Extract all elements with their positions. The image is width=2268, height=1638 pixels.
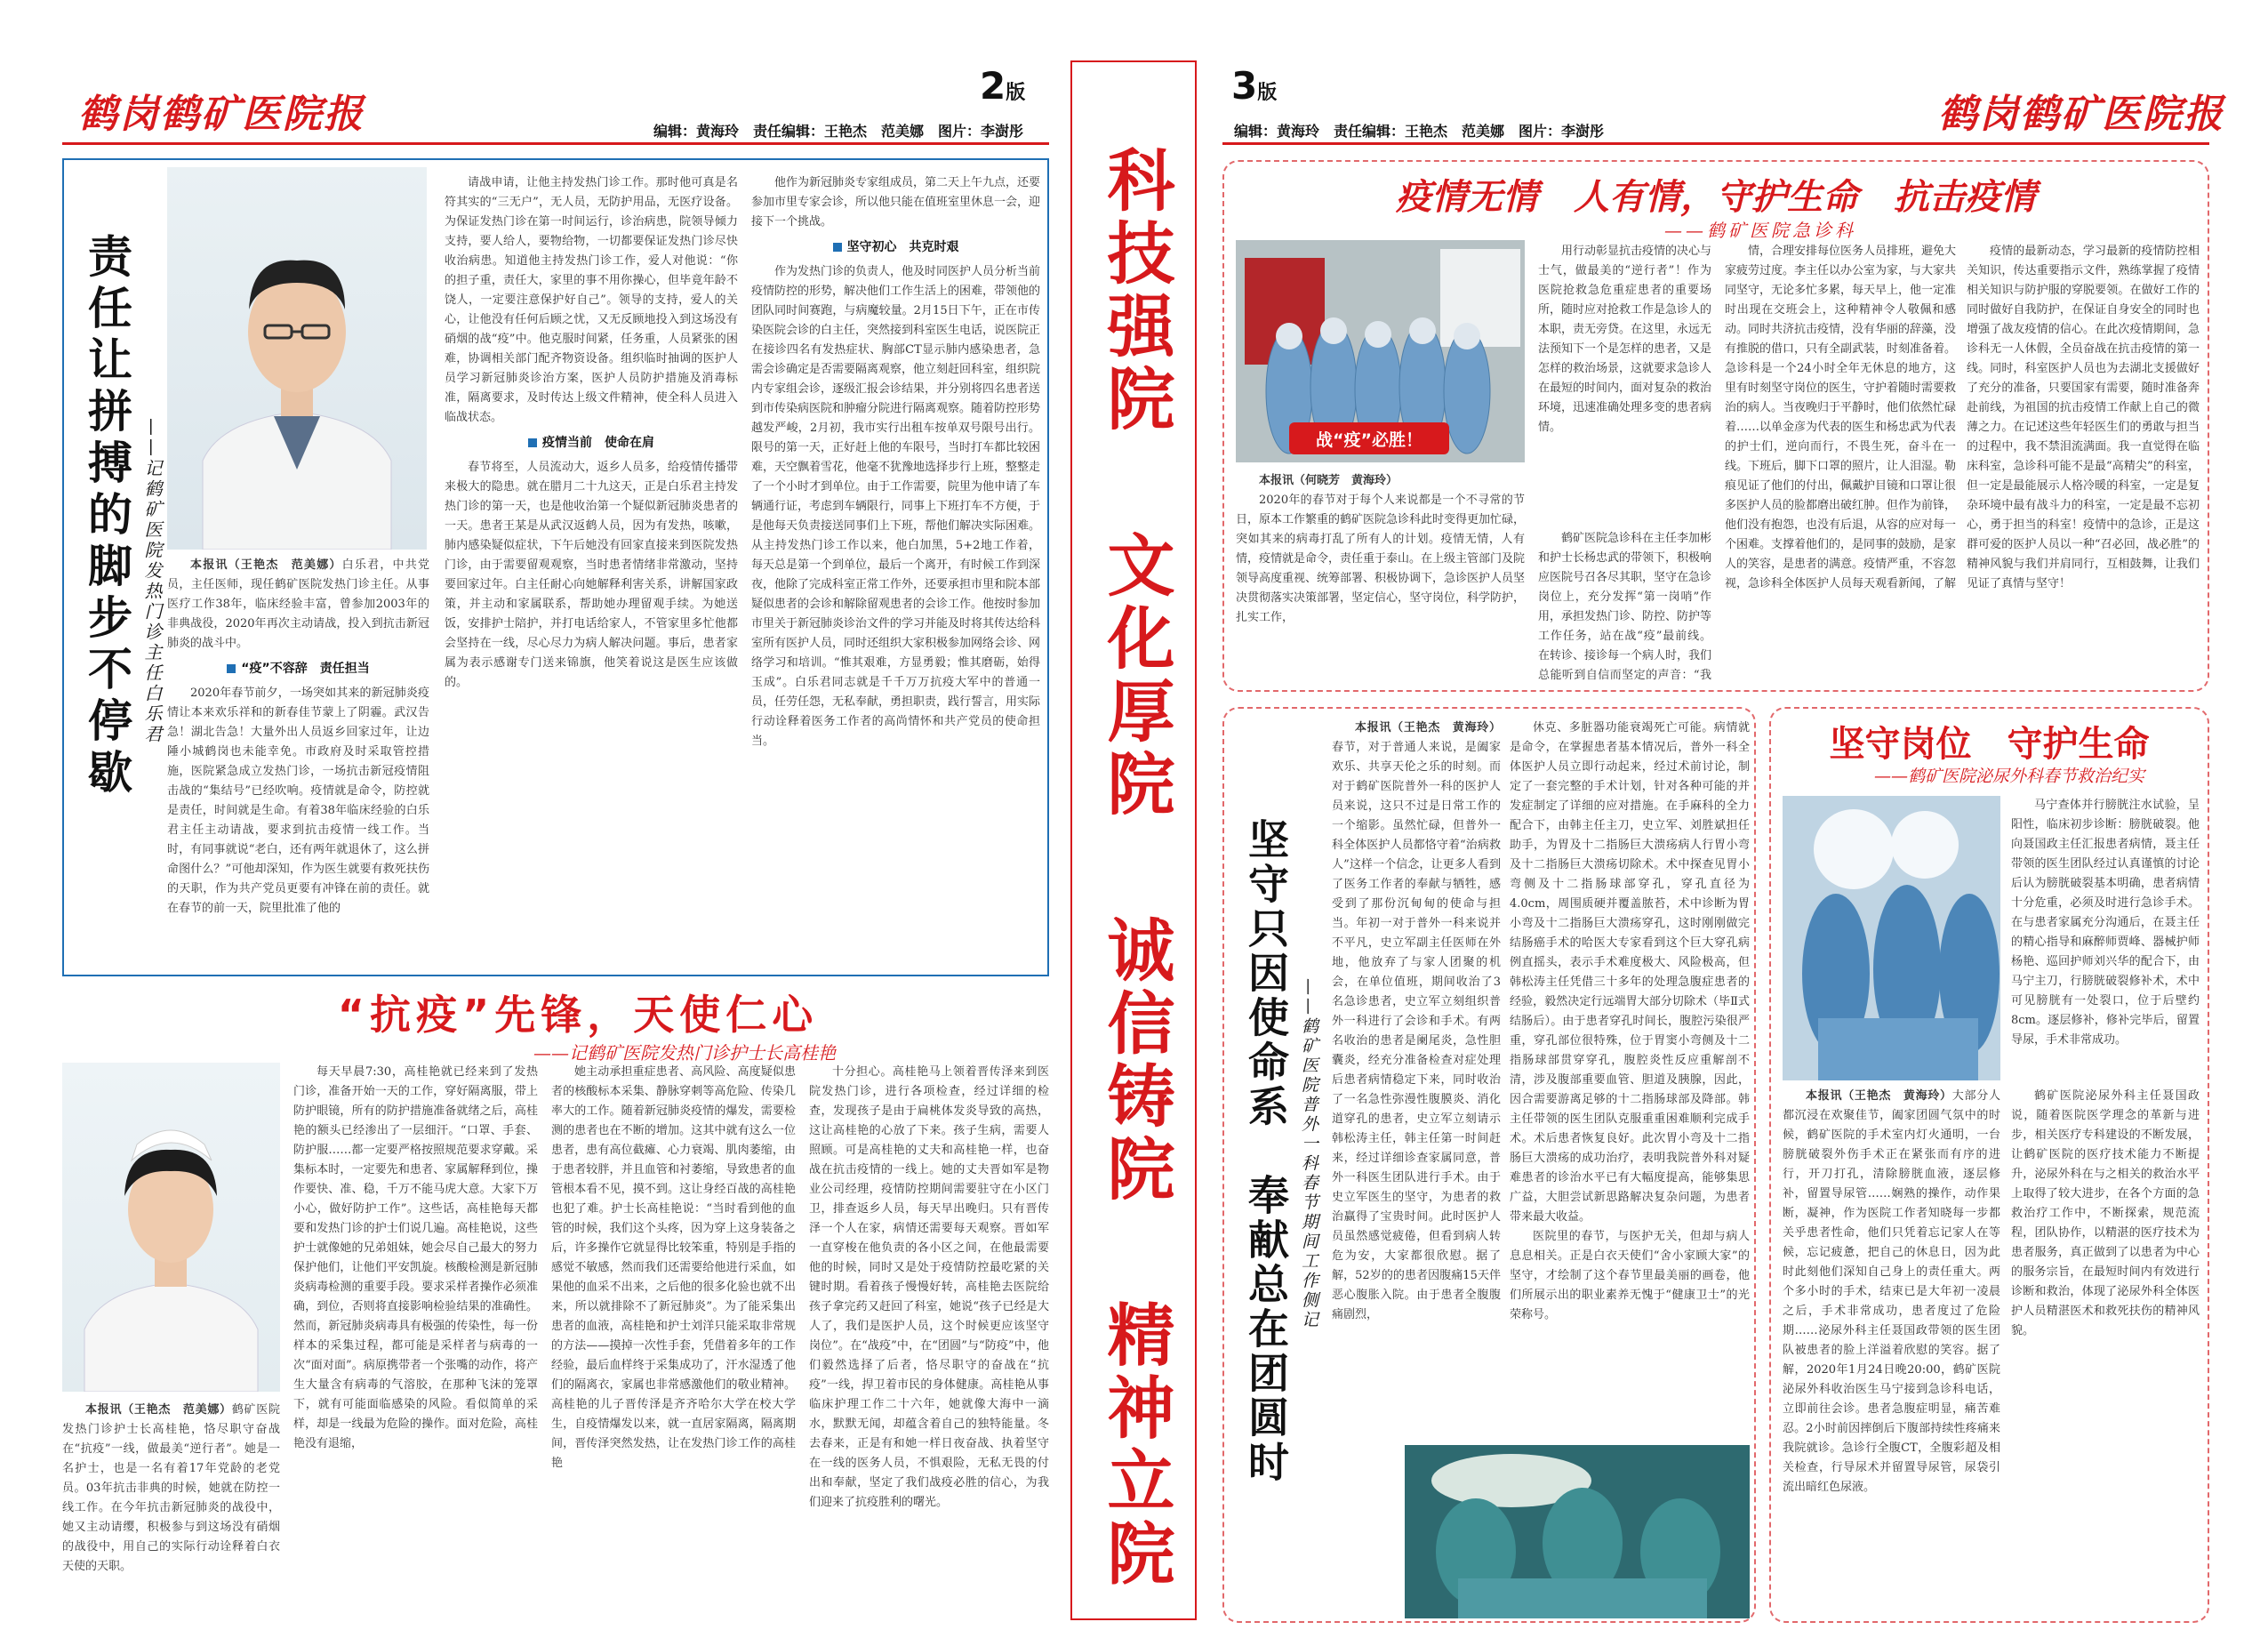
left-article1-col3 [751, 173, 1040, 974]
left-article1-subtitle: ——记鹤矿医院发热门诊主任白乐君 [141, 418, 163, 745]
right-article3-col3-text: 鹤矿医院泌尿外科主任聂国政说，随着医院医学理念的革新与进步，相关医疗专科建设的不断发展，让鹤矿医院的医疗技术能力不断提升，泌尿外科在与之相关的救治水平上取得了较大进步，在各个方面的急救治疗工作中，不断探索，规范流程，团队协作，以精湛的医疗技术为患者服务，真正做到了以患者为中心的服务宗旨，在最短时间内有效进行诊断和救治，体现了泌尿外科全体医护人员精湛医术和救死扶伤的精神风貌。 [2011, 1089, 2200, 1337]
left-article1-col2b-text: 春节将至，人员流动大，返乡人员多，给疫情传播带来极大的隐患。就在腊月二十九这天，正是白乐君主持发热门诊的第一天，也是他收治第一个疑似新冠肺炎患者的一天。患者王某是从武汉返鹤人员，因为有发热，咳嗽，肺内感染疑似症状，下午后她没有回家直接来到医院发热门诊，由于需要留观观察，当时患者情绪非常激动，坚持要回家过年。白主任耐心向她解释利害关系，讲解国家政策，并主动和家属联系，帮助她办理留观手续。为她送饭，安排护士陪护，并打电话给家人，不管家里多忙他都会坚持在一线，尽心尽力为病人解决问题。事后，患者家属为表示感谢专门送来锦旗，他笑着说这是医生应该做的。 [445, 461, 738, 689]
right-header-rule [1222, 142, 2209, 145]
banner-slogan-3: 诚信铸院 [1096, 914, 1175, 1207]
right-article1-title: 疫情无情 人有情，守护生命 抗击疫情 [1396, 177, 2036, 218]
left-article1-sub1: “疫”不容辞 责任担当 [167, 659, 429, 678]
right-article2-col2 [1510, 719, 1750, 1439]
right-article2-col2-text: 休克、多脏器功能衰竭死亡可能。病情就是命令，在掌握患者基本情况后，普外一科全体医护人员立即行动起来，经过术前讨论，制定了一套完整的手术计划，针对各种可能的并发症制定了详细的应对措施。在手麻科的全力配合下，由韩主任主刀，史立军、刘胜斌担任助手，为胃及十二指肠巨大溃疡病人行胃小弯及十二指肠巨大溃疡切除术。术中探查见胃小弯侧及十二指肠球部穿孔，穿孔直径为4.0cm，周围质硬并覆盖脓苔，术中诊断为胃小弯及十二指肠巨大溃疡穿孔，这时刚刚做完结肠癌手术的哈医大专家看到这个巨大穿孔病例直摇头，表示手术难度极大、风险极高，但韩松涛主任凭借三十多年的处理急腹症患者的经验，毅然决定行远端胃大部分切除术（毕Ⅱ式结肠后）。由于患者穿孔时间长，腹腔污染很严重，穿孔部位很特殊，位于胃窦小弯侧及十二指肠球部贯穿穿孔，腹腔炎性反应重解剖不清，涉及腹部重要血管、胆道及胰腺，因此，因合需要游离足够的十二指肠球部及降部。韩主任带领的医生团队克服重重困难顺利完成手术。术后患者恢复良好。此次胃小弯及十二指肠巨大溃疡的成功治疗，表明我院普外科对疑难患者的诊治水平已有大幅度提高，能够集思广益，大胆尝试新思路解决复杂问题，为患者带来最大收益。 [1510, 721, 1750, 1224]
right-article3-col2-text: 大部分人都沉浸在欢聚佳节，阖家团圆气氛中的时候，鹤矿医院的手术室内灯火通明，一台膀胱破裂外伤手术正在紧张而有序的进行，开刀打孔，清除膀胱血液，逐层修补，留置导尿管……娴熟的操作，动作果断，凝神，作为医院工作者知晓每一步都关乎患者性命，他们只凭着忘记家人在等候，忘记疲惫，把自己的休息日，因为此时此刻他们深知自己身上的责任重大。两个多小时的手术，结束已是大年初一凌晨之后，手术非常成功，患者度过了危险期……泌尿外科主任聂国政带领的医生团队被患者的脸上洋溢着欣慰的笑容。据了解，2020年1月24日晚20:00，鹤矿医院泌尿外科收治医生马宁接到急诊科电话，立即前往会诊。患者急腹症明显，痛苦难忍。2小时前因摔倒后下腹部持续性疼痛来我院就诊。急诊行全腹CT，全腹彩超及相关检查，行导尿术并留置导尿管，尿袋引流出暗红色尿液。 [1783, 1089, 2000, 1494]
banner-slogan-1b: 科技强院 [1096, 145, 1175, 437]
left-article2-col3 [551, 1063, 796, 1627]
right-article1-intro [1538, 242, 1711, 526]
right-page-number-digit: 3 [1231, 64, 1258, 108]
left-masthead: 鹤岗鹤矿医院报 [78, 92, 365, 137]
left-article2-lead: 鹤矿医院发热门诊护士长高桂艳，恪尽职守奋战在“抗疫”一线，做最美“逆行者”。她是一名护士，也是一名有着17年党龄的老党员。03年抗击非典的时候，她就在防控一线工作。在今年抗击新冠肺炎的战役中，她又主动请缨，积极参与到这场没有硝烟的战役中，用自己的实际行动诠释着白衣天使的天职。 [62, 1403, 280, 1573]
right-article1-col4-text: 疫情的最新动态，学习最新的疫情防控相关知识，传达重要指示文件，熟练掌握了疫情相关知识与防护服的穿脱要领。在做好工作的同时做好自我防护，在保证自身安全的同时也增强了战友疫情的信心。在此次疫情期间，急诊科无一人休假，全员奋战在抗击疫情的第一线。同时，科室医护人员也为去湖北支援做好了充分的准备，只要国家有需要，随时准备奔赴前线，为祖国的抗击疫情工作献上自己的微薄之力。在记述这些年轻医生们的勇敢与担当的过程中，我不禁泪流满面。我一直觉得在临床科室，急诊科可能不是最“高精尖”的科室，但一定是最能展示人格冷暖的科室，一定是复杂环境中最有战斗力的科室，一定是最不忘初心，勇于担当的科室！疫情中的急诊，正是这群可爱的医护人员以一种“召必回，战必胜”的精神风貌与我们并肩同行，互相鼓舞，让我们见证了真情与坚守！ [1967, 245, 2200, 590]
right-article3-title: 坚守岗位 守护生命 [1829, 724, 2150, 765]
right-article2-title: 坚守只因使命系 奉献总在团圆时 [1242, 818, 1290, 1485]
left-article1-col3b-text: 作为发热门诊的负责人，他及时同医护人员分析当前疫情防控的形势，解决他们工作生活上的困难，带领他的团队同时间赛跑，与病魔较量。2月15日下午，正在市传染医院会诊的白主任，突然接到科室医生电话，说医院正在接诊四名有发热症状、胸部CT显示肺内感染患者，急需会诊确定是否需要隔离观察，他立刻赶回科室，组织院内专家组会诊，逐级汇报会诊结果，并分别将四名患者送到市传染病医院和肿瘤分院进行隔离观察。随着防控形势越发严峻，2月初，我市实行出租车按单双号限号出行。限号的第一天，正好赶上他的车限号，当时打车都比较困难，天空飘着雪花，他毫不犹豫地选择步行上班，整整走了一个小时才到单位。由于工作需要，院里为他申请了车辆通行证，考虑到车辆限行，同事上下班打车不方便，于是他每天负责接送同事们上下班，帮他们解决实际困难。从主持发热门诊工作以来，他白加黑，5+2地工作着，每天总是第一个到单位，最后一个离开，有时候工作到深夜，他除了完成科室正常工作外，还要承担市里和院本部疑似患者的会诊和解除留观患者的会诊工作。他按时参加市里关于新冠肺炎诊治文件的学习并能及时将其传达给科室所有医护人员，同时还组织大家积极参加网络会诊、网络学习和培训。“惟其艰难，方显勇毅；惟其磨砺，始得玉成”。白乐君同志就是千千万万抗疫大军中的普通一员，任劳任怨，无私奉献，勇担职责，践行誓言，用实际行动诠释着医务工作者的高尚情怀和共产党员的使命担当。 [751, 265, 1040, 748]
right-article1-col1 [1236, 471, 1525, 685]
left-page-suffix: 版 [1006, 82, 1026, 104]
right-page-suffix: 版 [1257, 82, 1278, 104]
right-article2-col1-text: 春节，对于普通人来说，是阖家欢乐、共享天伦之乐的时刻。而对于鹤矿医院普外一科的医护人员来说，这只不过是日常工作的一个缩影。虽然忙碌，但普外一科全体医护人员都恪守着“治病救人”这样一个信念，让更多人看到了医务工作者的奉献与牺牲，感受到了那份沉甸甸的使命与担当。年初一对于普外一科来说并不平凡，史立军副主任医师在外地，他放弃了与家人团聚的机会，在单位值班，期间收治了3名急诊患者，史立军立刻组织普外一科进行了会诊和手术。有两名收治的患者是阑尾炎，急性胆囊炎，经充分准备检查对症处理后患者病情稳定下来，同时收治了一名急性弥漫性腹膜炎、消化道穿孔的患者，史立军立刻请示韩松涛主任，韩主任第一时间赶来，经过详细诊查家属同意，普外一科医生团队进行手术。由于史立军医生的坚守，为患者的救治赢得了宝贵时间。此时医护人员虽然感觉疲倦，但看到病人转危为安，大家都很欣慰。据了解，52岁的的患者因腹痛15天伴恶心腹胀入院。由于患者全腹腹痛剧烈， [1332, 741, 1501, 1321]
left-article2-title: “抗疫”先锋，天使仁心 [337, 991, 819, 1039]
right-article3-col1 [2011, 796, 2200, 1080]
left-article1-col2-text: 请战申请，让他主持发热门诊工作。那时他可真是名符其实的“三无户”，无人员，无防护用品，无医疗设备。为保证发热门诊在第一时间运行，诊治病患，院领导倾力支持，要人给人，要物给物，一切都要保证发热门诊尽快收治病患。知道他主持发热门诊工作，爱人对他说：“你的担子重，责任大，家里的事不用你操心，但毕竟年龄不饶人，一定要注意保护好自己”。领导的支持，爱人的关心，让他没有任何后顾之忧，又无反顾地投入到这场没有硝烟的战“疫”中。他克服时间紧，任务重，人员紧张的困难，协调相关部门配齐物资设备。组织临时抽调的医护人员学习新冠肺炎诊治方案，医护人员防护措施及消毒标准，隔离要求，及时传达上级文件精神，使全科人员进入临战状态。 [445, 176, 738, 424]
left-article2-col1 [62, 1401, 280, 1627]
left-article2-col3-text: 她主动承担重症患者、高风险、高度疑似患者的核酸标本采集、静脉穿刺等高危险、传染几率大的工作。随着新冠肺炎疫情的爆发，需要检测的患者也在不断的增加。这其中就有这么一位患者，患有高位截瘫、心力衰竭、肌肉萎缩，由于患者较胖，并且血管和衬萎缩，导致患者的血管根本看不见，摸不到。这让身经百战的高桂艳也犯了难。护士长高桂艳说：“当时看到他的血管的时候，我们这个头疼，因为穿上这身装备之后，许多操作它就显得比较笨重，特别是手指的感觉不敏感，然而我们还需要给他进行采血，如果他的血采不出来，之后他的很多化验也就不出来，所以就排除不了新冠肺炎”。为了能采集出患者的血液，高桂艳和护士刘洋只能采取非常规的方法——摸掉一次性手套，凭借着多年的工作经验，最后血样终于采集成功了，汗水湿透了他们的隔离衣，家属也非常感激他们的敬业精神。高桂艳的儿子晋传泽是齐齐哈尔大学在校大学生，自疫情爆发以来，就一直居家隔离，隔离期间，晋传泽突然发热，让在发热门诊工作的高桂艳 [551, 1065, 796, 1470]
right-editors: 编辑：黄海玲 责任编辑：王艳杰 范美娜 图片：李澍彤 [1234, 123, 1605, 140]
left-article2-col4-text: 十分担心。高桂艳马上领着晋传泽来到医院发热门诊，进行各项检查，经过详细的检查，发现孩子是由于扁桃体发炎导致的高热，这让高桂艳的心放了下来。孩子生病，需要人照顾。可是高桂艳的丈夫和高桂艳一样，也奋战在抗击疫情的一线上。她的丈夫晋如军是物业公司经理，疫情防控期间需要驻守在小区门卫，排查返乡人员，每天早出晚归。只有晋传泽一个人在家，病情还需要每天观察。晋如军一直穿梭在他负责的各小区之间，在他最需要他的时候，同时又是处于疫情防控最吃紧的关键时期。看着孩子慢慢好转，高桂艳去医院给孩子拿完药又赶回了科室，她说“孩子已经是大人了，我们是医护人员，这个时候更应该坚守岗位”。在“战疫”中，在“团圆”与“防疫”中，他们毅然选择了后者，恪尽职守的奋战在“抗疫”一线，捍卫着市民的身体健康。高桂艳从事临床护理工作二十六年，她就像大海中一滴水，默默无闻，却蕴含着自己的独特能量。冬去春来，正是有和她一样日夜奋战、执着坚守在一线的医务人员，不惧艰险，无私无畏的付出和奉献，坚定了我们战疫必胜的信心，为我们迎来了抗疫胜利的曙光。 [809, 1065, 1049, 1509]
right-article1-subtitle: ——鹤矿医院急诊科 [1664, 220, 1856, 241]
right-article2-byline: 本报讯（王艳杰 黄海玲） [1355, 721, 1501, 735]
right-article1-byline: 本报讯（何晓芳 黄海玲） [1259, 474, 1398, 487]
right-masthead: 鹤岗鹤矿医院报 [1938, 92, 2224, 137]
left-page-number [980, 64, 1025, 108]
right-article2-col3-text: 医院里的春节，与医护无关，但却与病人息息相关。正是白衣天使们“舍小家顾大家”的坚守，才绘制了这个春节里最美丽的画卷，他们所展示出的职业素养无愧于“健康卫士”的光荣称号。 [1510, 1230, 1750, 1321]
right-article1-col3 [1725, 242, 1956, 685]
right-article3-photo [1783, 796, 2000, 1080]
right-article2-subtitle: ——鹤矿医院普外一科春节期间工作侧记 [1299, 978, 1318, 1330]
banner-slogan-4: 精神立院 [1096, 1299, 1175, 1592]
left-editors: 编辑：黄海玲 责任编辑：王艳杰 范美娜 图片：李澍彤 [653, 123, 1024, 140]
left-article1-col3-text: 他作为新冠肺炎专家组成员，第二天上午九点，还要参加市里专家会诊，所以他只能在值班室里休息一会，迎接下一个挑战。 [751, 176, 1040, 229]
right-article1-col1-text: 2020年的春节对于每个人来说都是一个不寻常的节日，原本工作繁重的鹤矿医院急诊科此时变得更加忙碌，突如其来的病毒打乱了所有人的计划。疫情无情，人有情，疫情就是命令，责任重于泰山。在上级主管部门及院领导高度重视、统筹部署、积极协调下，急诊医护人员坚决贯彻落实决策部署，坚定信心，坚守岗位，科学防护，扎实工作， [1236, 494, 1525, 624]
right-article3-col1-text: 马宁查体并行膀胱注水试验，呈阳性，临床初步诊断：膀胱破裂。他向聂国政主任汇报患者病情，聂主任带领的医生团队经过认真谨慎的讨论后认为膀胱破裂基本明确，患者病情十分危重，必须及时进行急诊手术。在与患者家属充分沟通后，在聂主任的精心指导和麻醉师贾峰、器械护师杨艳、巡回护师刘兴华的配合下，由马宁主刀，行膀胱破裂修补术，术中可见膀胱有一处裂口，位于后壁约8cm。逐层修补，修补完毕后，留置导尿，手术非常成功。 [2011, 799, 2200, 1047]
right-article3-col3 [2011, 1087, 2200, 1616]
right-page-number [1231, 64, 1277, 108]
right-article1-col2-text: 鹤矿医院急诊科在主任李加彬和护士长杨忠武的带领下，积极响应医院号召各尽其职，坚守在急诊岗位上，充分发挥“第一岗哨”作用，承担发热门诊、防控、防护等工作任务，站在战“疫”最前线。在转诊、接诊每一个病人时，我们总能听到自信而坚定的声音：“我 [1538, 532, 1711, 682]
right-article3-col2 [1783, 1087, 2000, 1616]
left-article1-byline: 本报讯（王艳杰 范美娜） [190, 558, 342, 572]
right-article1-col4 [1967, 242, 2200, 685]
left-article2-byline: 本报讯（王艳杰 范美娜） [85, 1403, 232, 1417]
center-banner-slogans [1095, 145, 1175, 1603]
banner-slogan-2b: 文化厚院 [1096, 529, 1175, 822]
left-article2-col2-text: 每天早晨7:30，高桂艳就已经来到了发热门诊，准备开始一天的工作，穿好隔离服，带上防护眼镜，所有的防护措施准备就绪之后，高桂艳的额头已经渗出了一层细汗。“口罩、手套、防护服……都一定要严格按照规范要求穿戴。采集标本时，一定要先和患者、家属解释到位，操作要快、准、稳，千万不能马虎大意。大家下万小心，做好防护工作”。这些话，高桂艳每天都要和发热门诊的护士们说几遍。高桂艳说，这些护士就像她的兄弟姐妹，她会尽自己最大的努力保护他们，让他们平安凯旋。核酸检测是新冠肺炎病毒检测的重要手段。要求采样者操作必须准确，到位，否则将直接影响检验结果的准确性。然而，新冠肺炎病毒具有极强的传染性，每一份样本的采集过程，都可能是采样者与病毒的一次“面对面”。病原携带者一个张嘴的动作，将产生大量含有病毒的气溶胶，在那种飞沫的笼罩下，就有可能面临感染的风险。看似简单的采样，却是一线最为危险的操作。面对危险，高桂艳没有退缩， [293, 1065, 538, 1450]
center-banner-column [1070, 60, 1197, 1620]
left-article2-photo [62, 1063, 280, 1392]
left-article1-photo [167, 167, 427, 550]
left-page-number-digit: 2 [980, 64, 1006, 108]
right-article3-byline: 本报讯（王艳杰 黄海玲） [1806, 1089, 1952, 1103]
right-article1-photo-banner: 战“疫”必胜！ [1316, 430, 1423, 450]
right-article1-col3-text: 情，合理安排每位医务人员排班，避免大家疲劳过度。李主任以办公室为家，与大家共同坚守，无论多忙多累，每天早上，他一定准时出现在交班会上，这种精神令人敬佩和感动。同时共济抗击疫情，没有华丽的辞藻，没有推脱的借口，只有全副武装，时刻准备着。急诊科是一个24小时全年无休息的地方，这里有时刻坚守岗位的医生，守护着随时需要救治的病人。当夜晚归于平静时，他们依然忙碌着……以单金彦为代表的医生和杨忠武为代表的护士们，逆向而行，不畏生死，奋斗在一线。下班后，脚下口罩的照片，让人泪湿。勒痕见证了他们的付出，佩戴护目镜和口罩让很多医护人员的脸都磨出破红肿。但作为前锋，他们没有抱怨，也没有后退，从容的应对每一个困难。支撑着他们的，是同事的鼓励，是家人的笑容，是患者的满意。疫情严重，不容忽视，急诊科全体医护人员每天观看新闻，了解 [1725, 245, 1956, 590]
left-article1-sub2: 疫情当前 使命在肩 [445, 433, 738, 453]
right-article3-subtitle: ——鹤矿医院泌尿外科春节救治纪实 [1873, 767, 2144, 786]
left-article1-lead: 白乐君，中共党员，主任医师，现任鹤矿医院发热门诊主任。从事医疗工作38年，临床经验丰富，曾参加2003年的非典战役，2020年再次主动请战，投入到抗击新冠肺炎的战斗中。 [167, 558, 429, 650]
right-article2-photo [1405, 1445, 1750, 1618]
left-article2-col2 [293, 1063, 538, 1627]
left-article1-sub3: 坚守初心 共克时艰 [751, 237, 1040, 257]
left-header-rule [62, 142, 1049, 145]
left-article2-col4 [809, 1063, 1049, 1627]
right-article1-photo [1236, 240, 1525, 462]
left-article1-col1-text: 2020年春节前夕，一场突如其来的新冠肺炎疫情让本来欢乐祥和的新春佳节蒙上了阴霾。武汉告急！湖北告急！大量外出人员返乡回家过年，让边陲小城鹤岗也未能幸免。市政府及时采取管控措施，医院紧急成立发热门诊，一场抗击新冠疫情阻击战的“集结号”已经吹响。疫情就是命令，防控就是责任，时间就是生命。有着38年临床经验的白乐君主任主动请战，要求到抗击疫情一线工作。当时，有同事就说“老白，还有两年就退休了，这么拼命图什么？”可他却深知，作为医生就要有救死扶伤的天职，作为共产党员更要有冲锋在前的责任。就在春节的前一天，院里批准了他的 [167, 687, 429, 915]
left-article1-col1 [167, 556, 429, 974]
right-article1-intro-text: 用行动彰显抗击疫情的决心与士气，做最美的“逆行者”！作为医院抢救急危重症患者的重要场所，随时应对抢救工作是急诊人的本职，责无旁贷。在这里，永远无法预知下一个是怎样的患者，又是怎样的救治场景，这就要求急诊人在最短的时间内，面对复杂的救治环境，迅速准确处理多变的患者病情。 [1538, 245, 1711, 434]
right-article1-col2 [1538, 529, 1711, 685]
left-article1-title: 责任让拼搏的脚步不停歇 [81, 233, 132, 800]
left-article2-subtitle: ——记鹤矿医院发热门诊护士长高桂艳 [533, 1042, 836, 1064]
left-article1-col2 [445, 173, 738, 974]
